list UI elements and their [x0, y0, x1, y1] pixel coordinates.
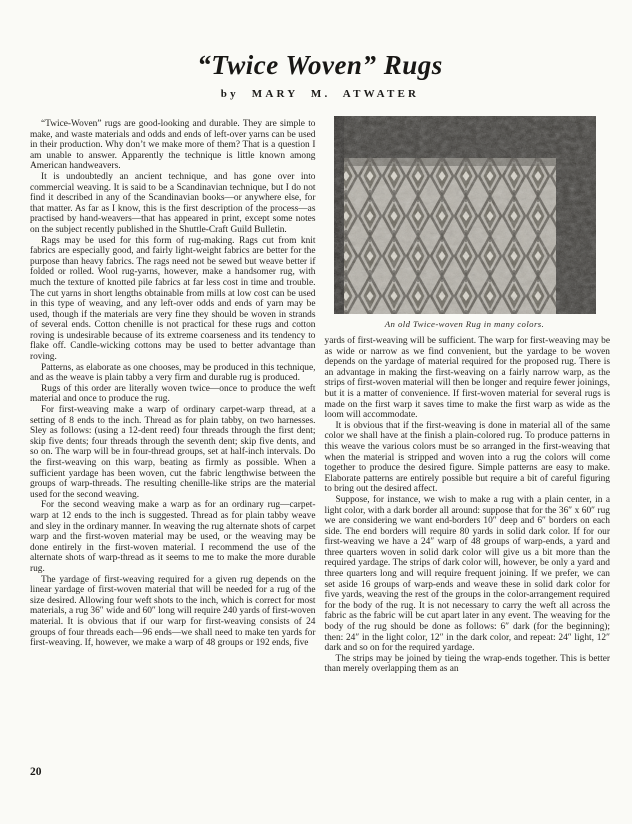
paragraph: For first-weaving make a warp of ordinary carpet-warp thread, at a setting of 8 ends to the inch. Thread as for plain tabby, on two harnesses. Sley as follows: (using a 12-dent reed) four threads through the first dent; skip five dents; four threads through the seventh dent; skip five dents, and so on. The warp will be in four-thread groups, set at half-inch intervals. Do the first-weaving on this warp, beating as firmly as possible. When a sufficient yardage has been woven, cut the fabric lengthwise between the groups of warp-threads. The resulting chenille-like strips are the material used for the second weaving. [30, 405, 316, 500]
article-title: “Twice Woven” Rugs [197, 50, 443, 80]
article-header [30, 50, 610, 100]
rug-figure [334, 116, 596, 329]
figure-caption: An old Twice-woven Rug in many colors. [384, 319, 545, 329]
paragraph: Rags may be used for this form of rug-making. Rags cut from knit fabrics are especially good, and fairly light-weight fabrics are better for the purpose than heavy fabrics. The rags need not be sewed but weave better if folded or rolled. Wool rug-yarns, however, make a handsomer rug, with much the texture of knotted pile fabrics at far less cost in time and trouble. The cut yarns in short lengths obtainable from mills at low cost can be used in this type of weaving, and any left-over odds and ends of yarn may be used, though if the materials are very fine they should be woven in strands of several ends. Cotton chenille is not practical for these rugs and cotton roving is undesirable because of its extreme coarseness and its tendency to flake off. Candle-wicking cottons may be used to better advantage than roving. [30, 235, 316, 363]
paragraph: The yardage of first-weaving required for a given rug depends on the linear yardage of first-woven material that will be needed for a rug of the size desired. Allowing four weft shots to the inch, which is correct for most materials, a rug 36″ wide and 60″ long will require 240 yards of first-woven material. It is obvious that if our warp for first-weaving consists of 24 groups of four threads each—96 ends—we shall need to make ten yards for first-weaving. If, however, we make a warp of 48 groups or 192 ends, five [30, 574, 316, 649]
paragraph: yards of first-weaving will be sufficient. The warp for first-weaving may be as wide or narrow as we find convenient, but the yardage to be woven depends on the yardage of material required for the proposed rug. There is an advantage in making the first-weaving on a fairly narrow warp, as the strips of first-woven material will then be longer and require fewer joinings, but it is a matter of convenience. If first-woven material for several rugs is made on the first warp it saves time to make the first warp as wide as the loom will accommodate. [324, 336, 610, 421]
paragraph: It is undoubtedly an ancient technique, and has gone over into commercial weaving. It is said to be a Scandinavian technique, but I do not find it described in any of the Scandinavian books—or anywhere else, for that matter. As far as I know, this is the first description of the process—as practised by hand-weavers—that has appeared in print, except some notes on the subject recently published in the Shuttle-Craft Guild Bulletin. [30, 171, 316, 235]
paragraph: Patterns, as elaborate as one chooses, may be produced in this technique, and as the weave is plain tabby a very firm and durable rug is produced. [30, 362, 316, 384]
paragraph: It is obvious that if the first-weaving is done in material all of the same color we shall have at the finish a plain-colored rug. To produce patterns in this weave the various colors must be so arranged in the first-weaving that when the material is stripped and woven into a rug the colors will come together to produce the desired figure. Simple patterns are easy to make. Elaborate patterns are entirely possible but require a bit of careful figuring to bring out the desired affect. [324, 420, 610, 495]
paragraph: Suppose, for instance, we wish to make a rug with a plain center, in a light color, with a dark border all around: suppose that for the 36″ x 60″ rug we are considering we want end-borders 10″ deep and 6″ borders on each side. The end borders will require 80 yards in solid dark color. If for our first-weaving we have a 24″ warp of 48 groups of warp-ends, a yard and three quarters woven in solid dark color will give us a bit more than the required yardage. The strips of dark color will, however, be only a yard and three quarters long and will require frequent joining. If we prefer, we can set aside 16 groups of warp-ends and weave these in solid dark color for five yards, weaving the rest of the groups in the color-arrangement required for the body of the rug. It is not necessary to carry the weft all across the fabric as the fabric will be cut apart later in any event. The weaving for the body of the rug should be done as follows: 6″ dark (for the beginning); then: 24″ in the light color, 12″ in the dark color, and repeat: 24″ light, 12″ dark and so on for the required yardage. [324, 494, 610, 654]
paragraph: The strips may be joined by tieing the wrap-ends together. This is better than merely overlapping them as an [324, 653, 610, 675]
rug-photo-image [334, 116, 596, 314]
right-column [325, 116, 611, 675]
article-byline: by MARY M. ATWATER [220, 88, 420, 100]
paragraph: “Twice-Woven” rugs are good-looking and durable. They are simple to make, and waste materials and odds and ends of left-over yarns can be used in their production. Why don’t we make more of them? That is a question I am unable to answer. Apparently the technique is little known among American handweavers. [30, 119, 316, 172]
page-number: 20 [30, 766, 42, 778]
left-column [30, 116, 316, 675]
paragraph: For the second weaving make a warp as for an ordinary rug—carpet-warp at 12 ends to the inch is suggested. Thread as for plain tabby weave and sley in the ordinary manner. In weaving the rug alternate shots of carpet warp and the first-woven material may be used, or the weaving may be done entirely in the first-woven material. I recommend the use of the alternate shots of warp-thread as it seems to me to make the more durable rug. [30, 500, 316, 574]
article-body [30, 116, 610, 675]
paragraph: Rugs of this order are literally woven twice—once to produce the weft material and once to produce the rug. [30, 383, 316, 405]
